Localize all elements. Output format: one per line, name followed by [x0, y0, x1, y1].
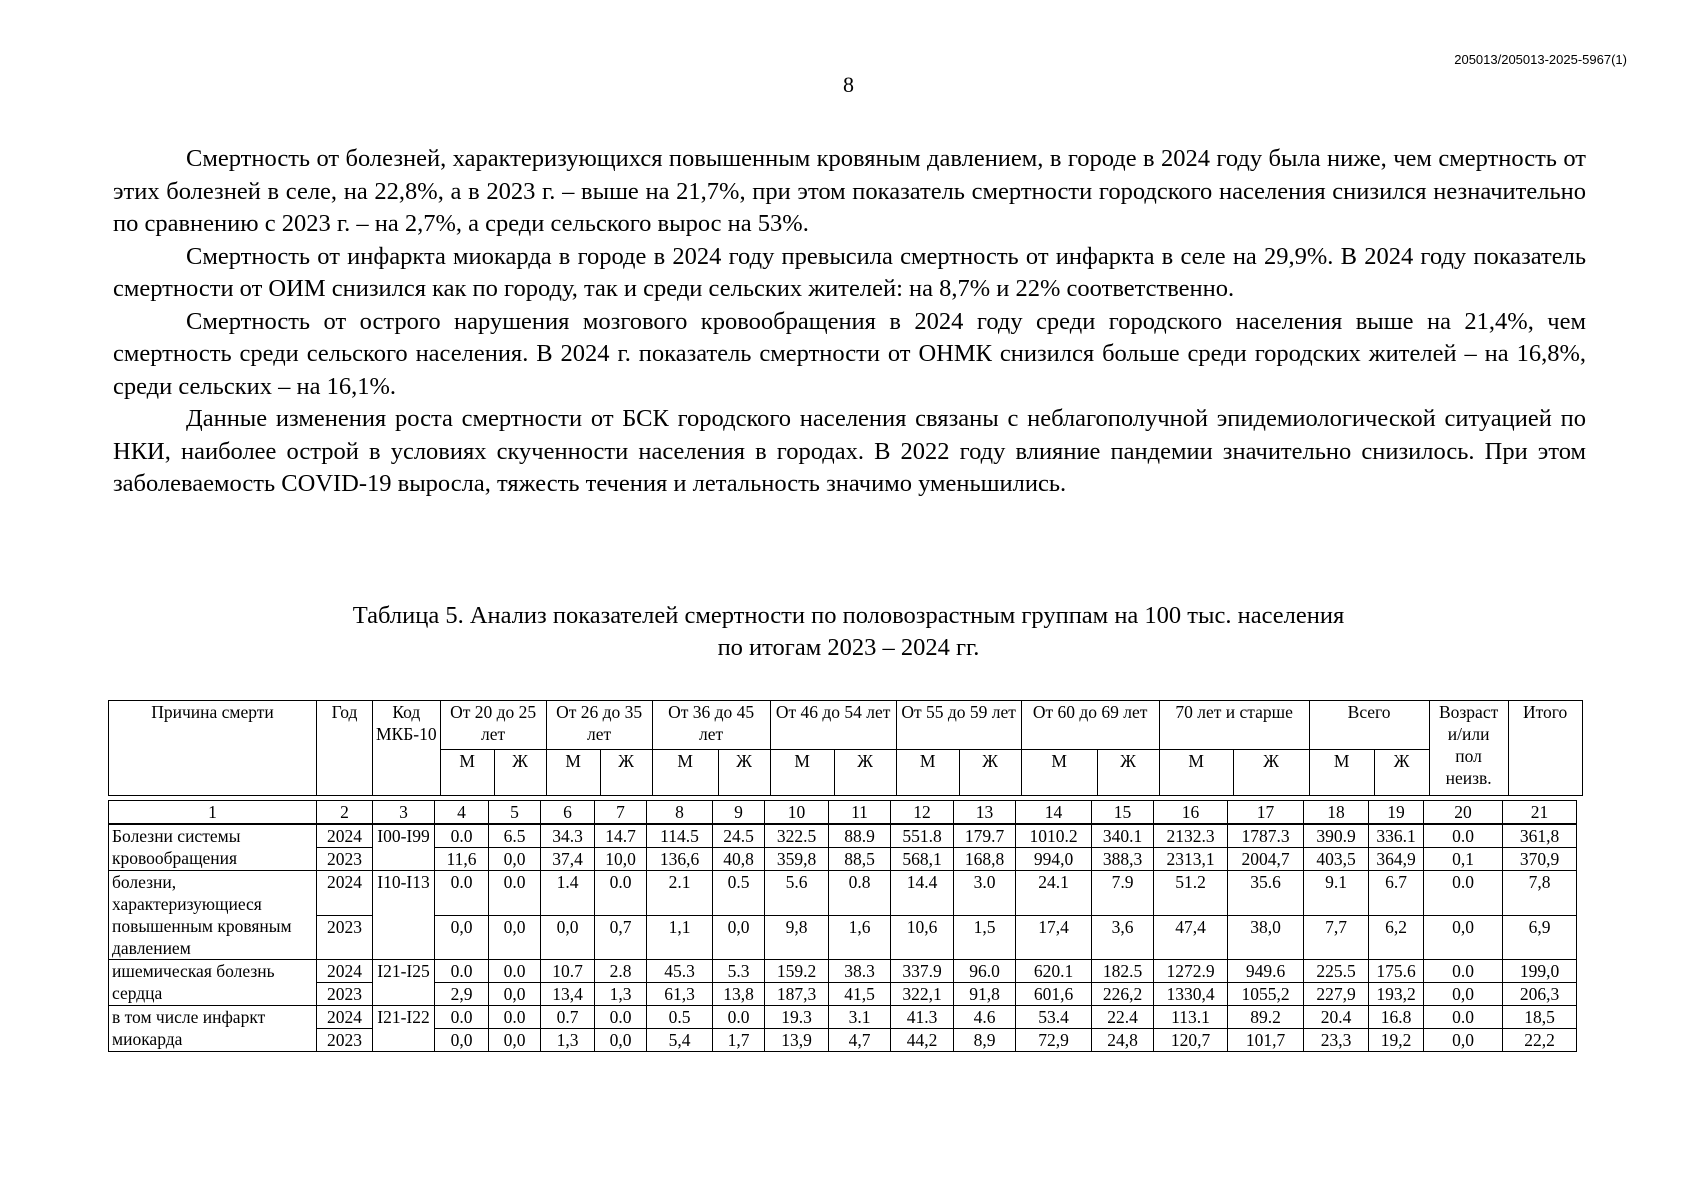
value-cell: 5.3 [713, 960, 765, 983]
value-cell: 0,0 [435, 1029, 489, 1052]
header-sex-f: Ж [1374, 749, 1429, 796]
value-cell: 1010.2 [1016, 824, 1092, 848]
paragraph: Данные изменения роста смертности от БСК городского населения связаны с неблагополучной эпидемиологической ситуацией по НКИ, наиболее острой в условиях скученности населения в городах. В 2022 году влияние пандемии значительно снизилось. При этом заболеваемость COVID-19 выросла, тяжесть течения и летальность значимо уменьшились. [113, 405, 1586, 497]
value-cell: 0.0 [1424, 824, 1503, 848]
value-cell: 17,4 [1016, 915, 1092, 960]
value-cell: 322.5 [765, 824, 829, 848]
value-cell: 0.5 [713, 871, 765, 916]
header-sex-m: М [896, 749, 959, 796]
value-cell: 4.6 [954, 1006, 1016, 1029]
column-number: 16 [1154, 801, 1228, 825]
table-body [108, 800, 1577, 1052]
value-cell: 47,4 [1154, 915, 1228, 960]
value-cell: 225.5 [1304, 960, 1369, 983]
value-cell: 1,7 [713, 1029, 765, 1052]
header-year: Год [317, 701, 373, 796]
column-number: 12 [891, 801, 954, 825]
value-cell: 22,2 [1503, 1029, 1577, 1052]
value-cell: 41,5 [829, 983, 891, 1006]
table-row [109, 848, 1577, 871]
value-cell: 0.0 [435, 871, 489, 916]
value-cell: 227,9 [1304, 983, 1369, 1006]
column-number: 11 [829, 801, 891, 825]
value-cell: 1787.3 [1228, 824, 1304, 848]
year-cell: 2024 [317, 960, 373, 983]
table-row [109, 960, 1577, 983]
value-cell: 182.5 [1092, 960, 1154, 983]
value-cell: 22.4 [1092, 1006, 1154, 1029]
value-cell: 337.9 [891, 960, 954, 983]
column-number: 14 [1016, 801, 1092, 825]
value-cell: 0.0 [1424, 1006, 1503, 1029]
column-number: 18 [1304, 801, 1369, 825]
header-sex-f: Ж [959, 749, 1021, 796]
value-cell: 390.9 [1304, 824, 1369, 848]
value-cell: 0,0 [1424, 1029, 1503, 1052]
header-unknown: Возраст и/или пол неизв. [1429, 701, 1508, 796]
value-cell: 96.0 [954, 960, 1016, 983]
value-cell: 3.0 [954, 871, 1016, 916]
column-number: 8 [647, 801, 713, 825]
table-row [109, 983, 1577, 1006]
year-cell: 2024 [317, 824, 373, 848]
value-cell: 2004,7 [1228, 848, 1304, 871]
column-number: 19 [1369, 801, 1424, 825]
header-age-group: 70 лет и старше [1159, 701, 1309, 750]
value-cell: 175.6 [1369, 960, 1424, 983]
table-row [109, 1029, 1577, 1052]
value-cell: 336.1 [1369, 824, 1424, 848]
body-text [113, 143, 1586, 501]
value-cell: 168,8 [954, 848, 1016, 871]
value-cell: 20.4 [1304, 1006, 1369, 1029]
header-sex-m: М [440, 749, 494, 796]
value-cell: 1272.9 [1154, 960, 1228, 983]
value-cell: 24,8 [1092, 1029, 1154, 1052]
column-number: 17 [1228, 801, 1304, 825]
value-cell: 0.5 [647, 1006, 713, 1029]
value-cell: 0.0 [489, 1006, 541, 1029]
value-cell: 1,3 [595, 983, 647, 1006]
header-sex-f: Ж [494, 749, 546, 796]
column-number-row [109, 801, 1577, 825]
value-cell: 601,6 [1016, 983, 1092, 1006]
paragraph: Смертность от болезней, характеризующихся повышенным кровяным давлением, в городе в 2024 году была ниже, чем смертность от этих болезней в селе, на 22,8%, а в 2023 г. – выше на 21,7%, при этом показатель смертности городского населения снизился незначительно по сравнению с 2023 г. – на 2,7%, а среди сельского вырос на 53%. [113, 145, 1586, 237]
header-sex-m: М [1159, 749, 1233, 796]
column-number: 7 [595, 801, 647, 825]
value-cell: 51.2 [1154, 871, 1228, 916]
table-caption [0, 600, 1697, 664]
value-cell: 6,9 [1503, 915, 1577, 960]
value-cell: 23,3 [1304, 1029, 1369, 1052]
page-number: 8 [843, 72, 854, 97]
column-number: 10 [765, 801, 829, 825]
year-cell: 2024 [317, 871, 373, 916]
value-cell: 9,8 [765, 915, 829, 960]
column-number: 20 [1424, 801, 1503, 825]
value-cell: 0,0 [489, 1029, 541, 1052]
value-cell: 1.4 [541, 871, 595, 916]
value-cell: 24.5 [713, 824, 765, 848]
value-cell: 19.3 [765, 1006, 829, 1029]
value-cell: 91,8 [954, 983, 1016, 1006]
value-cell: 0,0 [435, 915, 489, 960]
value-cell: 53.4 [1016, 1006, 1092, 1029]
header-code: Код МКБ-10 [373, 701, 441, 796]
value-cell: 18,5 [1503, 1006, 1577, 1029]
value-cell: 1,1 [647, 915, 713, 960]
value-cell: 136,6 [647, 848, 713, 871]
value-cell: 187,3 [765, 983, 829, 1006]
value-cell: 19,2 [1369, 1029, 1424, 1052]
value-cell: 193,2 [1369, 983, 1424, 1006]
column-number: 2 [317, 801, 373, 825]
value-cell: 0.7 [541, 1006, 595, 1029]
value-cell: 340.1 [1092, 824, 1154, 848]
value-cell: 40,8 [713, 848, 765, 871]
value-cell: 0,0 [541, 915, 595, 960]
value-cell: 0,0 [489, 983, 541, 1006]
value-cell: 226,2 [1092, 983, 1154, 1006]
year-cell: 2023 [317, 915, 373, 960]
table-row [109, 824, 1577, 848]
column-number: 9 [713, 801, 765, 825]
value-cell: 4,7 [829, 1029, 891, 1052]
column-number: 5 [489, 801, 541, 825]
value-cell: 45.3 [647, 960, 713, 983]
value-cell: 0,7 [595, 915, 647, 960]
value-cell: 3.1 [829, 1006, 891, 1029]
value-cell: 0,0 [713, 915, 765, 960]
value-cell: 7.9 [1092, 871, 1154, 916]
column-number: 6 [541, 801, 595, 825]
value-cell: 0.0 [435, 824, 489, 848]
code-cell: I21-I22 [373, 1006, 435, 1052]
header-sex-f: Ж [600, 749, 652, 796]
value-cell: 10.7 [541, 960, 595, 983]
value-cell: 1055,2 [1228, 983, 1304, 1006]
header-sex-m: М [546, 749, 600, 796]
value-cell: 41.3 [891, 1006, 954, 1029]
value-cell: 11,6 [435, 848, 489, 871]
year-cell: 2023 [317, 983, 373, 1006]
value-cell: 359,8 [765, 848, 829, 871]
value-cell: 113.1 [1154, 1006, 1228, 1029]
cause-cell: ишемическая болезнь сердца [109, 960, 317, 1006]
value-cell: 6,2 [1369, 915, 1424, 960]
value-cell: 0.0 [1424, 871, 1503, 916]
value-cell: 361,8 [1503, 824, 1577, 848]
table-row [109, 871, 1577, 916]
code-cell: I00-I99 [373, 824, 435, 871]
value-cell: 13,4 [541, 983, 595, 1006]
value-cell: 2.1 [647, 871, 713, 916]
value-cell: 364,9 [1369, 848, 1424, 871]
table-header [108, 700, 1583, 796]
year-cell: 2023 [317, 1029, 373, 1052]
column-number: 1 [109, 801, 317, 825]
value-cell: 0.0 [713, 1006, 765, 1029]
document-id: 205013/205013-2025-5967(1) [1454, 52, 1627, 67]
value-cell: 89.2 [1228, 1006, 1304, 1029]
header-sex-f: Ж [1233, 749, 1309, 796]
value-cell: 61,3 [647, 983, 713, 1006]
value-cell: 2313,1 [1154, 848, 1228, 871]
header-age-group: От 36 до 45 лет [652, 701, 770, 750]
value-cell: 10,0 [595, 848, 647, 871]
value-cell: 88.9 [829, 824, 891, 848]
value-cell: 3,6 [1092, 915, 1154, 960]
value-cell: 120,7 [1154, 1029, 1228, 1052]
value-cell: 37,4 [541, 848, 595, 871]
header-age-group: От 26 до 35 лет [546, 701, 652, 750]
value-cell: 13,9 [765, 1029, 829, 1052]
column-number: 21 [1503, 801, 1577, 825]
value-cell: 1,3 [541, 1029, 595, 1052]
value-cell: 2132.3 [1154, 824, 1228, 848]
value-cell: 568,1 [891, 848, 954, 871]
value-cell: 370,9 [1503, 848, 1577, 871]
header-sex-m: М [1021, 749, 1097, 796]
value-cell: 0,0 [489, 915, 541, 960]
value-cell: 9.1 [1304, 871, 1369, 916]
value-cell: 0.0 [435, 960, 489, 983]
header-age-group: От 55 до 59 лет [896, 701, 1021, 750]
value-cell: 10,6 [891, 915, 954, 960]
header-sex-m: М [652, 749, 718, 796]
value-cell: 72,9 [1016, 1029, 1092, 1052]
value-cell: 6.7 [1369, 871, 1424, 916]
value-cell: 35.6 [1228, 871, 1304, 916]
value-cell: 114.5 [647, 824, 713, 848]
value-cell: 1,6 [829, 915, 891, 960]
value-cell: 403,5 [1304, 848, 1369, 871]
value-cell: 5,4 [647, 1029, 713, 1052]
header-age-group: От 46 до 54 лет [770, 701, 896, 750]
cause-cell: болезни, характеризующиеся повышенным кровяным давлением [109, 871, 317, 960]
value-cell: 8,9 [954, 1029, 1016, 1052]
cause-cell: в том числе инфаркт миокарда [109, 1006, 317, 1052]
value-cell: 2,9 [435, 983, 489, 1006]
value-cell: 0,1 [1424, 848, 1503, 871]
code-cell: I10-I13 [373, 871, 435, 960]
value-cell: 38.3 [829, 960, 891, 983]
value-cell: 0.0 [1424, 960, 1503, 983]
paragraph: Смертность от острого нарушения мозгового кровообращения в 2024 году среди городского населения выше на 21,4%, чем смертность среди сельского населения. В 2024 г. показатель смертности от ОНМК снизился больше среди городских жителей – на 16,8%, среди сельских – на 16,1%. [113, 307, 1586, 400]
value-cell: 949.6 [1228, 960, 1304, 983]
column-number: 13 [954, 801, 1016, 825]
column-number: 4 [435, 801, 489, 825]
table-row [109, 915, 1577, 960]
value-cell: 0.0 [595, 1006, 647, 1029]
column-number: 15 [1092, 801, 1154, 825]
header-sex-f: Ж [834, 749, 896, 796]
code-cell: I21-I25 [373, 960, 435, 1006]
value-cell: 7,8 [1503, 871, 1577, 916]
header-total: Итого [1508, 701, 1582, 796]
value-cell: 88,5 [829, 848, 891, 871]
value-cell: 24.1 [1016, 871, 1092, 916]
value-cell: 7,7 [1304, 915, 1369, 960]
value-cell: 14.7 [595, 824, 647, 848]
value-cell: 0.0 [595, 871, 647, 916]
caption-line: Таблица 5. Анализ показателей смертности по половозрастным группам на 100 тыс. населения [352, 602, 1345, 629]
value-cell: 551.8 [891, 824, 954, 848]
value-cell: 206,3 [1503, 983, 1577, 1006]
header-age-group: Всего [1309, 701, 1429, 750]
column-number: 3 [373, 801, 435, 825]
header-sex-f: Ж [1097, 749, 1159, 796]
header-sex-m: М [770, 749, 834, 796]
header-cause: Причина смерти [109, 701, 317, 796]
value-cell: 994,0 [1016, 848, 1092, 871]
value-cell: 0,0 [1424, 983, 1503, 1006]
value-cell: 13,8 [713, 983, 765, 1006]
value-cell: 14.4 [891, 871, 954, 916]
year-cell: 2024 [317, 1006, 373, 1029]
value-cell: 1,5 [954, 915, 1016, 960]
value-cell: 0.0 [489, 960, 541, 983]
value-cell: 101,7 [1228, 1029, 1304, 1052]
value-cell: 179.7 [954, 824, 1016, 848]
value-cell: 0,0 [595, 1029, 647, 1052]
value-cell: 2.8 [595, 960, 647, 983]
header-age-group: От 60 до 69 лет [1021, 701, 1159, 750]
header-age-group: От 20 до 25 лет [440, 701, 546, 750]
value-cell: 620.1 [1016, 960, 1092, 983]
header-sex-f: Ж [718, 749, 770, 796]
value-cell: 322,1 [891, 983, 954, 1006]
value-cell: 0,0 [1424, 915, 1503, 960]
caption-line: по итогам 2023 – 2024 гг. [717, 634, 980, 661]
value-cell: 388,3 [1092, 848, 1154, 871]
value-cell: 5.6 [765, 871, 829, 916]
value-cell: 16.8 [1369, 1006, 1424, 1029]
value-cell: 0.8 [829, 871, 891, 916]
value-cell: 34.3 [541, 824, 595, 848]
value-cell: 159.2 [765, 960, 829, 983]
value-cell: 38,0 [1228, 915, 1304, 960]
paragraph: Смертность от инфаркта миокарда в городе в 2024 году превысила смертность от инфаркта в селе на 29,9%. В 2024 году показатель смертности от ОИМ снизился как по городу, так и среди сельских жителей: на 8,7% и 22% соответственно. [113, 242, 1586, 302]
value-cell: 0,0 [489, 848, 541, 871]
value-cell: 0.0 [435, 1006, 489, 1029]
value-cell: 1330,4 [1154, 983, 1228, 1006]
value-cell: 0.0 [489, 871, 541, 916]
value-cell: 199,0 [1503, 960, 1577, 983]
cause-cell: Болезни системы кровообращения [109, 824, 317, 871]
year-cell: 2023 [317, 848, 373, 871]
table-row [109, 1006, 1577, 1029]
value-cell: 6.5 [489, 824, 541, 848]
value-cell: 44,2 [891, 1029, 954, 1052]
header-sex-m: М [1309, 749, 1374, 796]
